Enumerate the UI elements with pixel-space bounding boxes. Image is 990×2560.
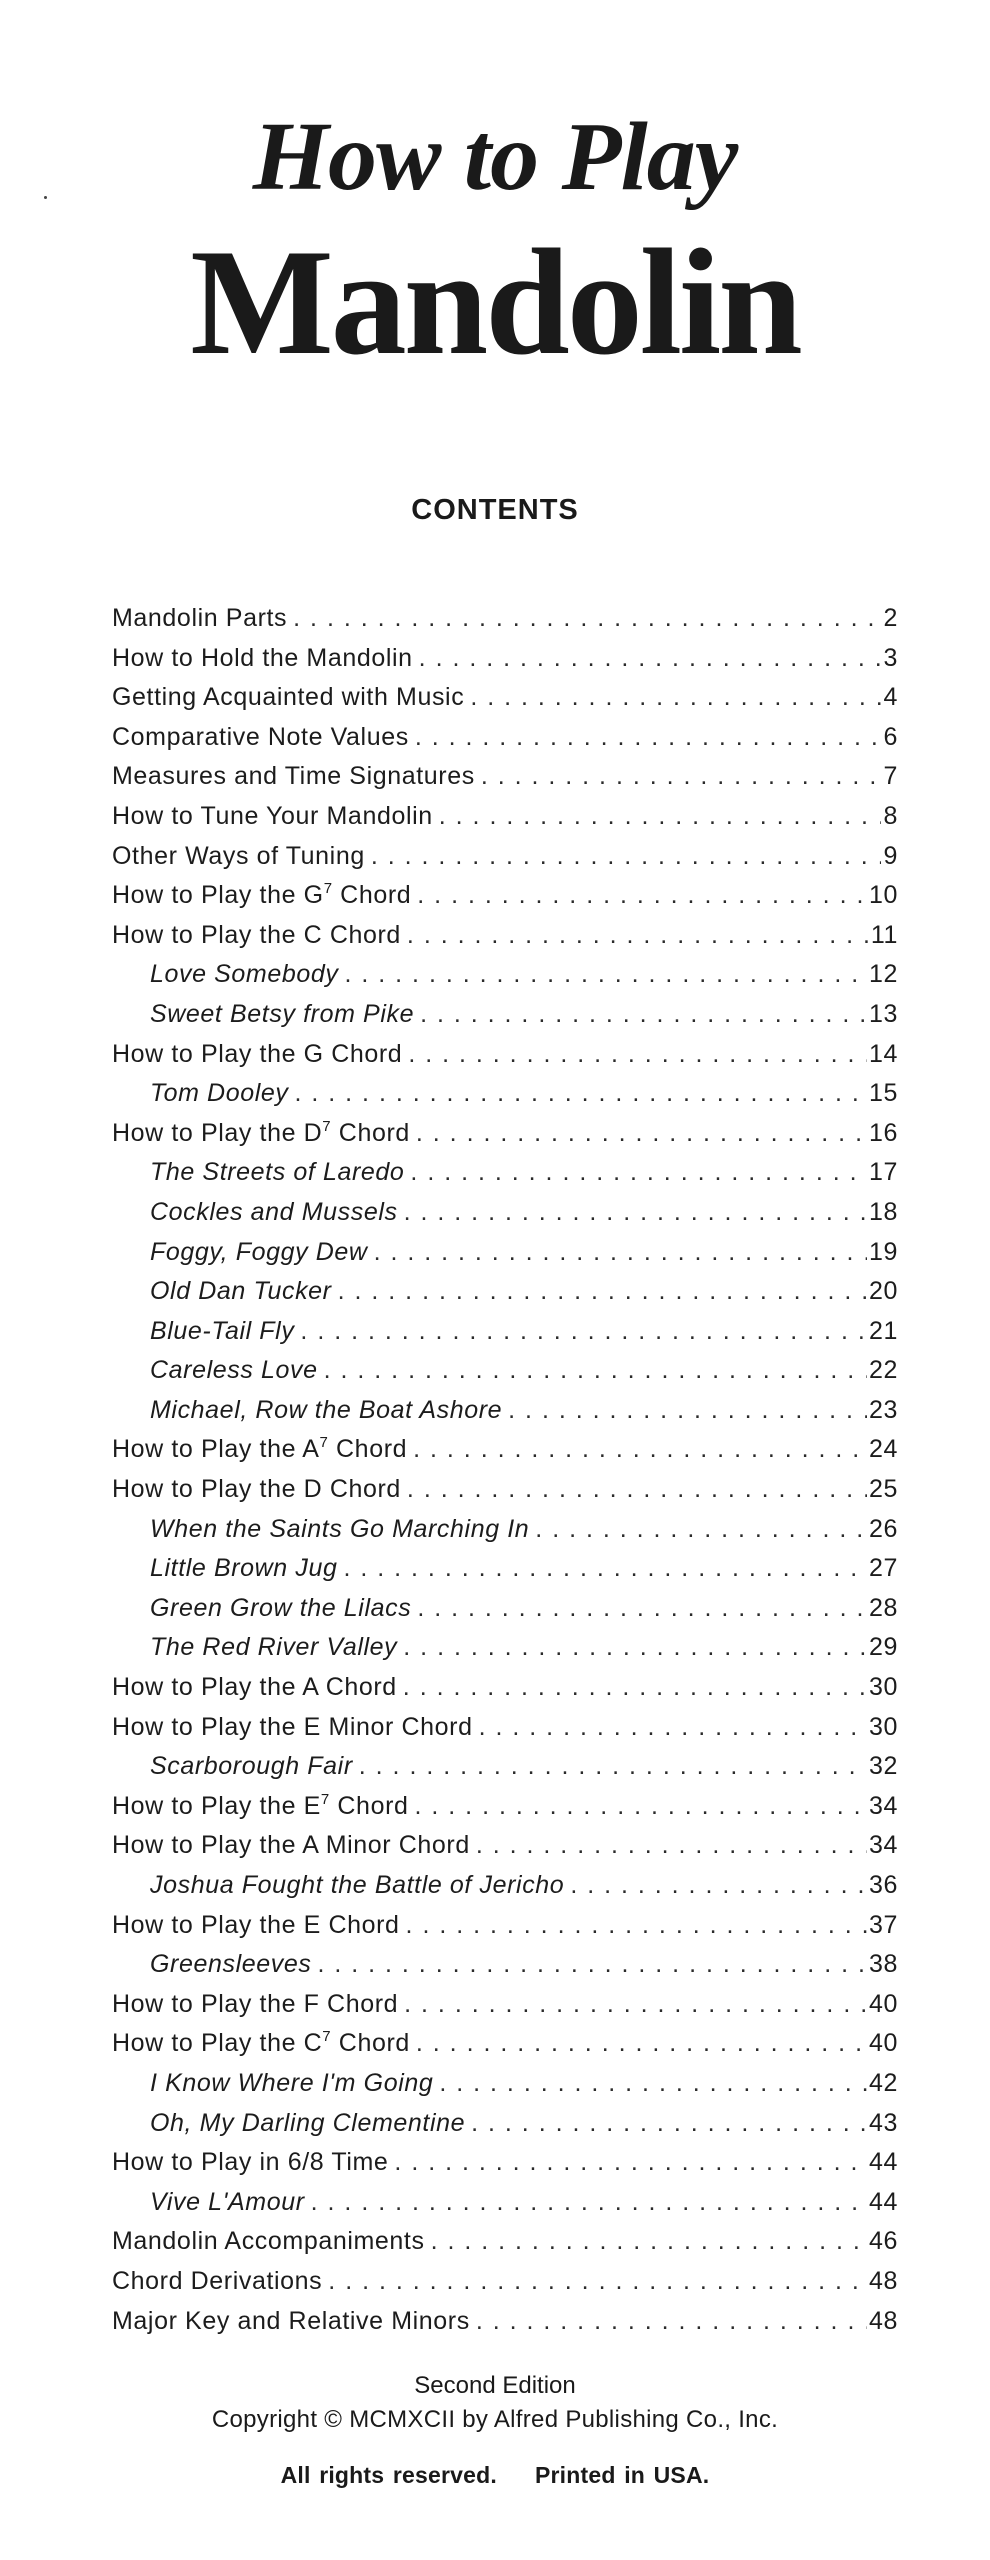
toc-page-number: 6 (883, 722, 898, 751)
toc-page-number: 13 (868, 999, 898, 1028)
toc-page-number: 9 (883, 841, 898, 870)
toc-entry (112, 723, 898, 763)
toc-entry (112, 644, 898, 684)
toc-entry-title: Careless Love (150, 1356, 318, 1385)
toc-song-entry (112, 1158, 898, 1198)
toc-entry-title: Greensleeves (150, 1950, 312, 1979)
toc-page-number: 38 (868, 1950, 898, 1979)
toc-page-number: 48 (868, 2306, 898, 2335)
toc-leader-dots (311, 2188, 867, 2217)
toc-song-entry (112, 1317, 898, 1357)
toc-leader-dots (317, 1950, 867, 1979)
toc-entry (112, 1040, 898, 1080)
toc-leader-dots (439, 2069, 867, 2098)
toc-page-number: 32 (868, 1752, 898, 1781)
toc-page-number: 11 (870, 920, 898, 949)
toc-page-number: 43 (868, 2108, 898, 2137)
toc-entry-title: Chord Derivations (112, 2266, 323, 2295)
toc-entry (112, 1475, 898, 1515)
toc-entry (112, 1119, 898, 1159)
toc-entry-title: Measures and Time Signatures (112, 762, 475, 791)
toc-leader-dots (410, 1158, 867, 1187)
toc-leader-dots (394, 2148, 867, 2177)
toc-entry (112, 1713, 898, 1753)
toc-page-number: 26 (868, 1514, 898, 1543)
toc-leader-dots (300, 1317, 867, 1346)
toc-leader-dots (471, 2109, 867, 2138)
toc-entry-title: Getting Acquainted with Music (112, 683, 465, 712)
toc-entry (112, 2029, 898, 2069)
toc-entry (112, 1792, 898, 1832)
toc-page-number: 44 (868, 2187, 898, 2216)
toc-leader-dots (404, 1198, 867, 1227)
toc-entry (112, 604, 898, 644)
title-line-2: Mandolin (190, 218, 800, 386)
chord-superscript: 7 (319, 1435, 329, 1452)
toc-leader-dots (481, 762, 882, 791)
toc-leader-dots (476, 2307, 867, 2336)
toc-leader-dots (416, 2029, 867, 2058)
toc-leader-dots (359, 1752, 867, 1781)
toc-leader-dots (407, 921, 869, 950)
toc-page-number: 42 (868, 2068, 898, 2097)
toc-entry (112, 1435, 898, 1475)
toc-entry-title: How to Play the $A^7$ Chord (112, 1435, 408, 1464)
toc-entry-title: Little Brown Jug (150, 1554, 338, 1583)
toc-entry-title: Vive L'Amour (150, 2187, 305, 2216)
toc-page-number: 40 (868, 2029, 898, 2058)
toc-page-number: 21 (868, 1316, 898, 1345)
toc-entry (112, 802, 898, 842)
toc-leader-dots (404, 1990, 867, 2019)
printed-text: Printed in USA. (534, 2462, 710, 2488)
toc-leader-dots (470, 683, 881, 712)
toc-entry-title: Mandolin Accompaniments (112, 2227, 425, 2256)
toc-page-number: 2 (883, 604, 898, 632)
toc-page-number: 30 (868, 1712, 898, 1741)
toc-leader-dots (420, 1000, 867, 1029)
edition-note: Second Edition (414, 2372, 576, 2399)
toc-leader-dots (407, 1475, 867, 1504)
toc-page-number: 27 (868, 1554, 898, 1583)
title-line-1: How to Play (252, 103, 738, 211)
toc-song-entry (112, 2109, 898, 2149)
toc-leader-dots (413, 1435, 867, 1464)
toc-leader-dots (535, 1515, 867, 1544)
toc-song-entry (112, 1950, 898, 1990)
toc-entry-title: How to Play the C Chord (112, 920, 401, 949)
chord-superscript: 7 (323, 881, 333, 898)
toc-entry-title: Old Dan Tucker (150, 1277, 332, 1306)
toc-entry (112, 2307, 898, 2347)
toc-leader-dots (403, 1633, 867, 1662)
toc-entry (112, 1911, 898, 1951)
toc-leader-dots (570, 1871, 867, 1900)
toc-page-number: 24 (868, 1435, 898, 1464)
toc-leader-dots (479, 1713, 867, 1742)
toc-entry-title: How to Tune Your Mandolin (112, 801, 433, 830)
toc-entry-title: How to Play the A Minor Chord (112, 1831, 470, 1860)
toc-page-number: 16 (868, 1118, 898, 1147)
toc-entry (112, 2227, 898, 2267)
toc-entry (112, 842, 898, 882)
toc-entry-title: Green Grow the Lilacs (150, 1593, 412, 1622)
toc-leader-dots (415, 1792, 867, 1821)
toc-entry-title: Michael, Row the Boat Ashore (150, 1395, 503, 1424)
toc-entry-title: How to Play the E Chord (112, 1910, 400, 1939)
toc-leader-dots (328, 2267, 867, 2296)
toc-entry-title: How to Play the D Chord (112, 1475, 401, 1504)
toc-entry-title: Scarborough Fair (150, 1752, 353, 1781)
toc-page-number: 10 (868, 881, 898, 910)
toc-entry-title: Mandolin Parts (112, 604, 288, 632)
toc-page-number: 29 (868, 1633, 898, 1662)
toc-entry (112, 1831, 898, 1871)
toc-song-entry (112, 1633, 898, 1673)
toc-page-number: 8 (883, 801, 898, 830)
toc-entry-title: Sweet Betsy from Pike (150, 999, 415, 1028)
copyright-line: Copyright © MCMXCII by Alfred Publishing Co., Inc. (211, 2406, 779, 2433)
toc-leader-dots (417, 1594, 867, 1623)
toc-leader-dots (338, 1277, 867, 1306)
toc-leader-dots (415, 723, 882, 752)
toc-entry-title: The Red River Valley (150, 1633, 398, 1662)
toc-leader-dots (416, 1119, 867, 1148)
toc-entry-title: Tom Dooley (150, 1079, 289, 1108)
toc-entry (112, 1673, 898, 1713)
toc-entry-title: How to Play the E Minor Chord (112, 1712, 473, 1741)
toc-entry-title: Major Key and Relative Minors (112, 2306, 470, 2335)
toc-entry-title: Blue-Tail Fly (150, 1316, 295, 1345)
toc-entry-title: Love Somebody (150, 960, 339, 989)
contents-heading: CONTENTS (411, 494, 579, 526)
rights-text: All rights reserved. (280, 2462, 497, 2488)
toc-song-entry (112, 1238, 898, 1278)
toc-page-number: 48 (868, 2266, 898, 2295)
toc-leader-dots (324, 1356, 867, 1385)
toc-entry-title: How to Play the $C^7$ Chord (112, 2029, 410, 2058)
toc-page-number: 44 (868, 2148, 898, 2177)
toc-entry (112, 881, 898, 921)
toc-page-number: 34 (868, 1791, 898, 1820)
toc-entry (112, 2148, 898, 2188)
toc-page-number: 12 (868, 960, 898, 989)
toc-entry-title: How to Play the F Chord (112, 1989, 399, 2018)
toc-leader-dots (417, 881, 867, 910)
chord-superscript: 7 (322, 1118, 332, 1135)
toc-leader-dots (476, 1831, 867, 1860)
toc-page-number: 7 (883, 762, 898, 791)
toc-leader-dots (374, 1238, 867, 1267)
toc-entry (112, 1990, 898, 2030)
toc-page-number: 36 (868, 1871, 898, 1899)
toc-entry-title: I Know Where I'm Going (150, 2068, 434, 2097)
chord-superscript: 7 (320, 1791, 330, 1808)
toc-page-number: 14 (868, 1039, 898, 1068)
toc-page-number: 46 (868, 2227, 898, 2256)
chord-superscript: 7 (322, 2029, 332, 2046)
toc-song-entry (112, 1515, 898, 1555)
toc-leader-dots (508, 1396, 867, 1425)
toc-page-number: 34 (868, 1831, 898, 1860)
toc-page-number: 22 (868, 1356, 898, 1385)
toc-song-entry (112, 1396, 898, 1436)
toc-entry-title: Other Ways of Tuning (112, 841, 365, 870)
toc-page-number: 40 (868, 1989, 898, 2018)
toc-song-entry (112, 1198, 898, 1238)
toc-leader-dots (371, 842, 882, 871)
toc-song-entry (112, 2188, 898, 2228)
toc-page-number: 19 (868, 1237, 898, 1266)
toc-leader-dots (293, 604, 881, 633)
toc-leader-dots (439, 802, 882, 831)
toc-leader-dots (344, 960, 867, 989)
toc-entry-title: When the Saints Go Marching In (150, 1514, 530, 1543)
toc-entry-title: The Streets of Laredo (150, 1158, 405, 1187)
toc-song-entry (112, 1594, 898, 1634)
toc-leader-dots (431, 2227, 867, 2256)
toc-entry-title: How to Play the $D^7$ Chord (112, 1118, 410, 1147)
toc-leader-dots (403, 1673, 867, 1702)
toc-page-number: 17 (868, 1158, 898, 1187)
toc-leader-dots (419, 644, 882, 673)
toc-page-number: 28 (868, 1593, 898, 1622)
toc-page-number: 20 (868, 1277, 898, 1306)
toc-leader-dots (406, 1911, 867, 1940)
toc-song-entry (112, 1000, 898, 1040)
toc-entry-title: How to Play the $G^7$ Chord (112, 881, 412, 910)
toc-page-number: 4 (883, 683, 898, 712)
toc-song-entry (112, 2069, 898, 2109)
toc-entry-title: Oh, My Darling Clementine (150, 2108, 466, 2137)
toc-entry-title: How to Hold the Mandolin (112, 643, 413, 672)
toc-entry-title: How to Play the A Chord (112, 1673, 397, 1702)
toc-leader-dots (294, 1079, 867, 1108)
toc-entry-title: Foggy, Foggy Dew (150, 1237, 368, 1266)
toc-entry (112, 762, 898, 802)
toc-song-entry (112, 1356, 898, 1396)
toc-song-entry (112, 1277, 898, 1317)
toc-page-number: 15 (868, 1079, 898, 1108)
toc-leader-dots (408, 1040, 867, 1069)
toc-song-entry (112, 1752, 898, 1792)
toc-page-number: 37 (868, 1910, 898, 1939)
toc-page-number: 3 (883, 643, 898, 672)
toc-entry (112, 683, 898, 723)
toc-entry (112, 2267, 898, 2307)
toc-song-entry (112, 1871, 898, 1911)
toc-page-number: 25 (868, 1475, 898, 1504)
toc-entry-title: How to Play the $E^7$ Chord (112, 1791, 409, 1820)
toc-entry-title: Cockles and Mussels (150, 1197, 398, 1226)
toc-page-number: 23 (868, 1395, 898, 1424)
rights-line (0, 2462, 990, 2489)
toc-entry-title: Comparative Note Values (112, 722, 409, 751)
table-of-contents (112, 604, 898, 2346)
toc-leader-dots (343, 1554, 867, 1583)
toc-song-entry (112, 1079, 898, 1119)
toc-page-number: 30 (868, 1673, 898, 1702)
toc-song-entry (112, 1554, 898, 1594)
toc-entry-title: Joshua Fought the Battle of Jericho (150, 1871, 565, 1899)
toc-entry-title: How to Play the G Chord (112, 1039, 403, 1068)
toc-entry (112, 921, 898, 961)
toc-entry-title: How to Play in 6/8 Time (112, 2148, 389, 2177)
toc-page-number: 18 (868, 1197, 898, 1226)
toc-song-entry (112, 960, 898, 1000)
